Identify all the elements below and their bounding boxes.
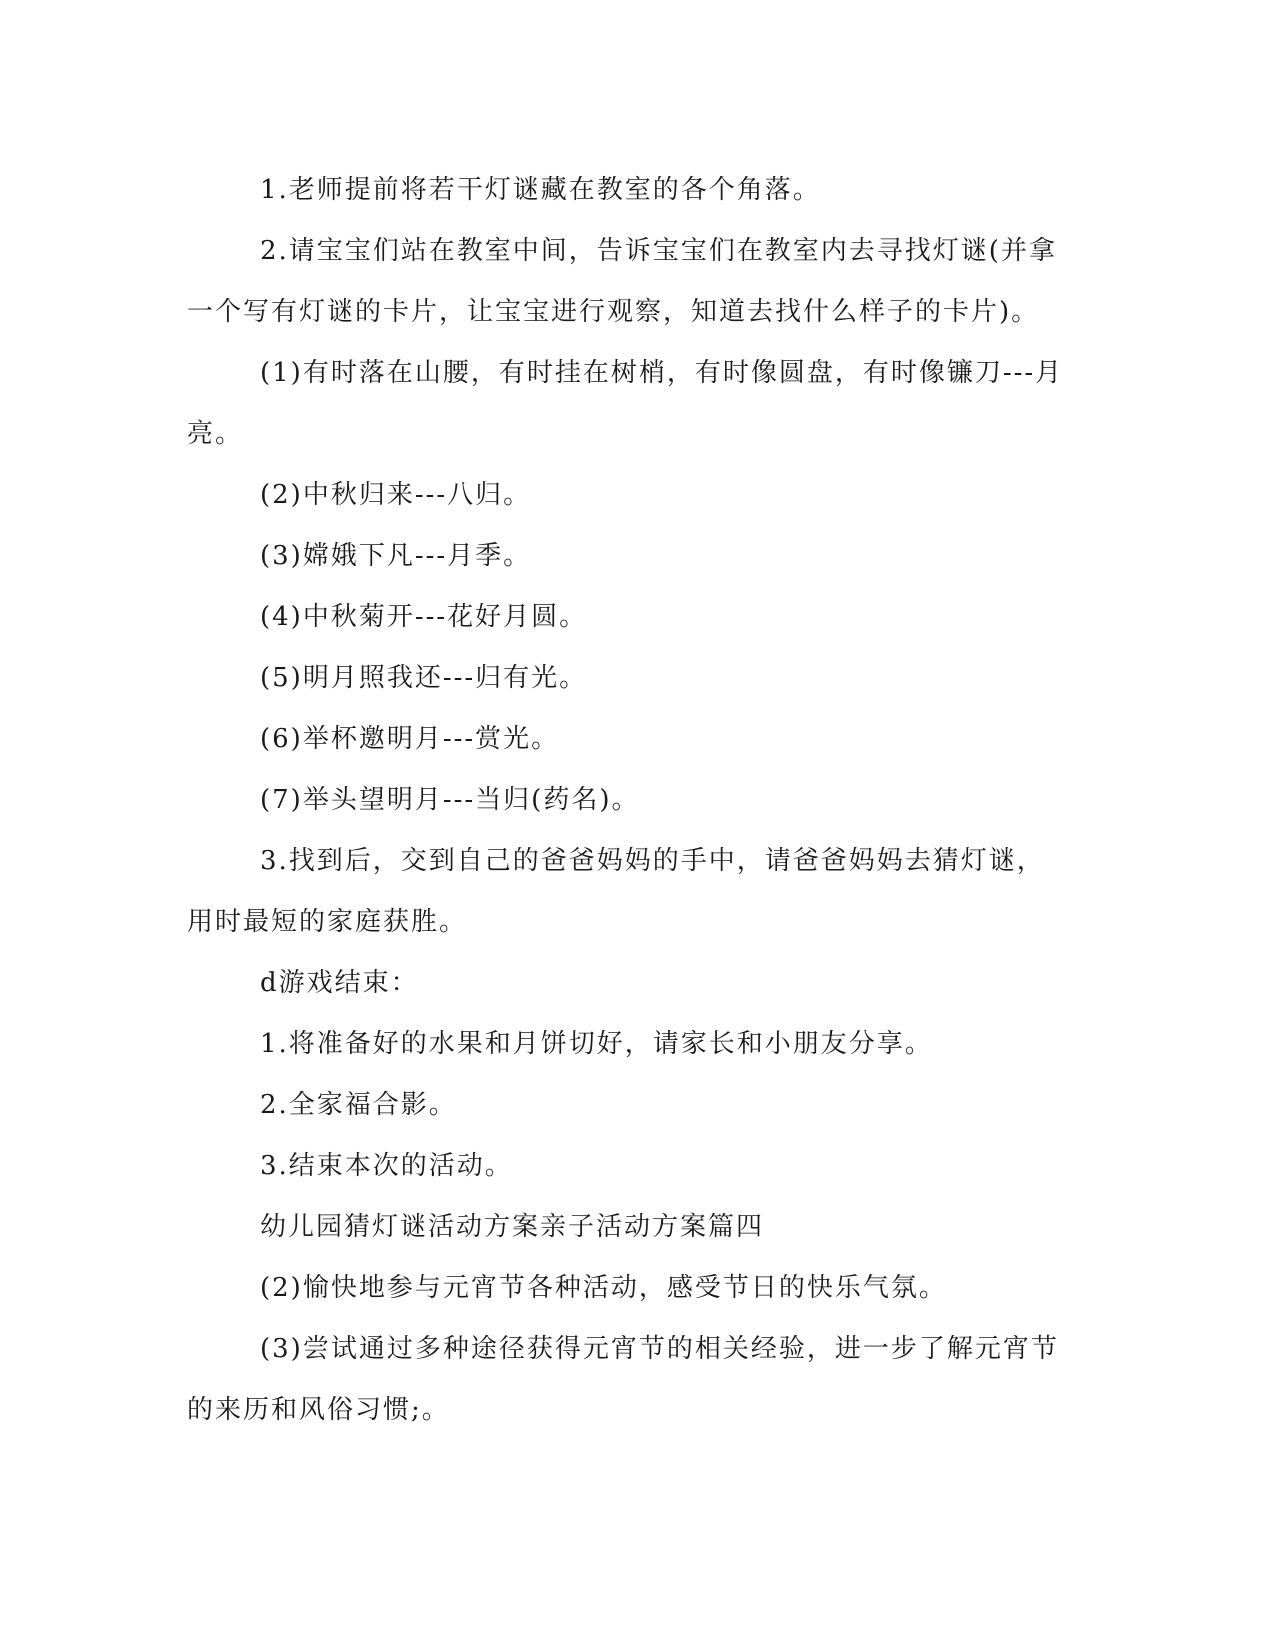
goal-2: (2)愉快地参与元宵节各种活动，感受节日的快乐气氛。: [260, 1273, 947, 1303]
section-title-plan-4: 幼儿园猜灯谜活动方案亲子活动方案篇四: [260, 1212, 765, 1242]
paragraph-step-1: 1.老师提前将若干灯谜藏在教室的各个角落。: [260, 175, 821, 205]
riddle-5: (5)明月照我还---归有光。: [260, 663, 588, 693]
riddle-1: (1)有时落在山腰，有时挂在树梢，有时像圆盘，有时像镰刀---月亮。: [187, 358, 1064, 449]
end-step-2: 2.全家福合影。: [260, 1090, 457, 1120]
paragraph-step-3: 3.找到后，交到自己的爸爸妈妈的手中，请爸爸妈妈去猜灯谜，用时最短的家庭获胜。: [187, 846, 1045, 937]
goal-3: (3)尝试通过多种途径获得元宵节的相关经验，进一步了解元宵节的来历和风俗习惯;。: [187, 1334, 1059, 1425]
end-step-1: 1.将准备好的水果和月饼切好，请家长和小朋友分享。: [260, 1029, 933, 1059]
riddle-2: (2)中秋归来---八归。: [260, 480, 532, 510]
paragraph-step-2: 2.请宝宝们站在教室中间，告诉宝宝们在教室内去寻找灯谜(并拿一个写有灯谜的卡片，让宝宝进行观察，知道去找什么样子的卡片)。: [187, 236, 1057, 327]
riddle-3: (3)嫦娥下凡---月季。: [260, 541, 532, 571]
riddle-7: (7)举头望明月---当归(药名)。: [260, 785, 640, 815]
document-body: [187, 160, 1067, 1441]
riddle-6: (6)举杯邀明月---赏光。: [260, 724, 560, 754]
riddle-4: (4)中秋菊开---花好月圆。: [260, 602, 588, 632]
section-heading-game-end: d游戏结束：: [260, 968, 419, 998]
end-step-3: 3.结束本次的活动。: [260, 1151, 513, 1181]
